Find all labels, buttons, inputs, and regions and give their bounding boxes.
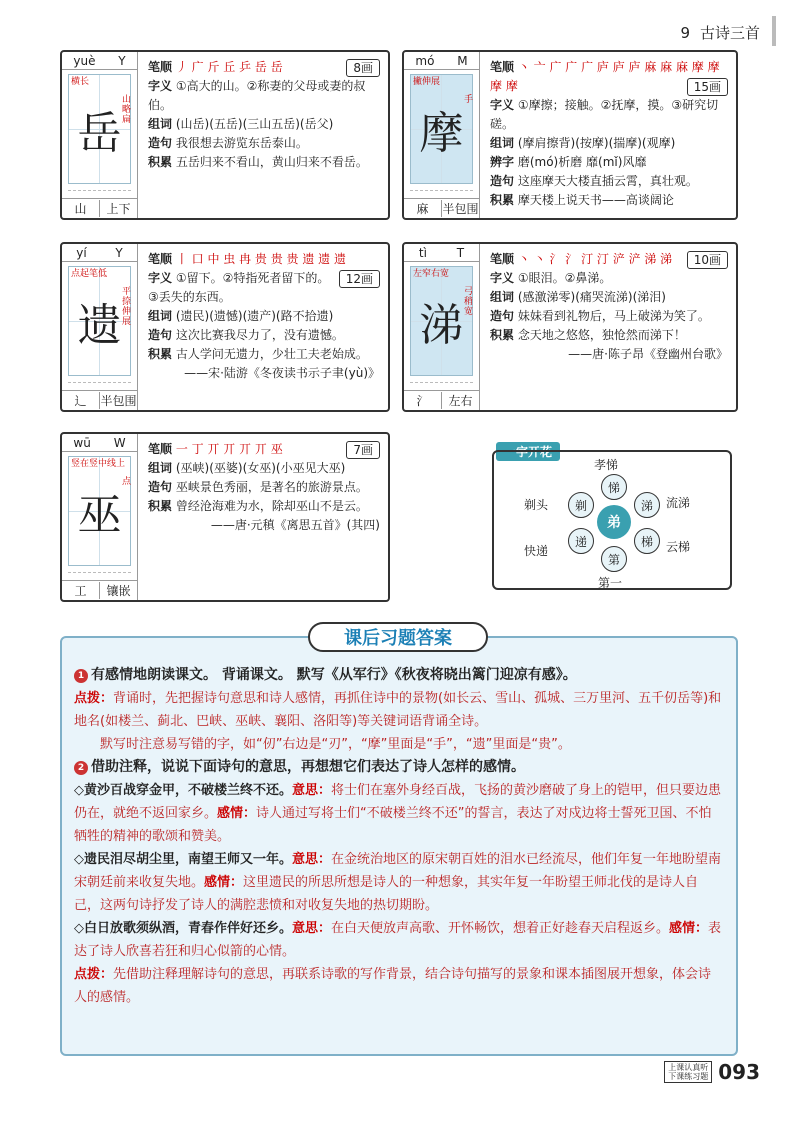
pinyin: yuè (73, 53, 96, 68)
card-row: 字义 ①留下。②特指死者留下的。③丢失的东西。 (148, 271, 330, 304)
structure: 镶嵌 (106, 584, 131, 598)
flower-word: 剃头 (524, 498, 549, 512)
initial: T (456, 245, 465, 260)
lesson-title: 古诗三首 (699, 24, 760, 42)
char-card-yi (60, 242, 390, 412)
big-char: 遗 (77, 300, 122, 351)
flower-word: 孝悌 (594, 458, 619, 472)
flower-petal: 剃 (568, 492, 594, 518)
stroke-order: 笔顺 丶 亠 广 广 广 庐 庐 庐 麻 麻 麻 摩 摩 摩 摩 15画 (490, 58, 728, 96)
radical: 工 (62, 582, 100, 599)
stroke-note: 弓稍宽 (464, 287, 474, 317)
card-row: 字义 ①眼泪。②鼻涕。 (490, 271, 612, 285)
lesson-number: 9 (680, 23, 690, 42)
word-flower (492, 450, 732, 590)
flower-word: 云梯 (666, 540, 691, 554)
page-footer (664, 1060, 760, 1084)
quote-source: ——唐·陈子昂《登幽州台歌》 (568, 347, 728, 361)
card-row: 组词 (遗民)(遗憾)(遗产)(路不拾遗) (148, 309, 334, 323)
stroke-count: 8画 (346, 59, 380, 77)
char-panel (404, 244, 480, 410)
stroke-note: 横长 (71, 77, 90, 87)
header-bar (772, 16, 776, 46)
initial: Y (118, 53, 126, 68)
answer-item: ◇白日放歌须纵酒，青春作伴好还乡。意思：在白天便放声高歌、开怀畅饮，想着正好趁春天启程返乡。感情：表达了诗人欣喜若狂和归心似箭的心情。 (74, 921, 722, 959)
stroke-note: 手 (464, 95, 474, 105)
stroke-order: 笔顺 丿 广 斤 丘 乒 岳 岳 8画 (148, 58, 380, 77)
card-row: 辨字 磨(mó)析磨 靡(mǐ)风靡 (490, 155, 647, 169)
stroke-order: 笔顺 丶 丶 氵 氵 汀 汀 浐 浐 涕 涕 10画 (490, 250, 728, 269)
stroke-count: 15画 (687, 78, 728, 96)
card-row: 造句 这座摩天大楼直插云霄，真壮观。 (490, 174, 698, 188)
pinyin: tì (418, 245, 427, 260)
answers-panel (60, 636, 738, 1056)
stroke-note: 山略扁 (122, 95, 132, 125)
stroke-note: 平捺伸展 (122, 287, 132, 327)
char-panel (62, 434, 138, 600)
radical: 麻 (404, 200, 442, 217)
structure: 半包围 (100, 394, 137, 408)
big-char: 摩 (419, 108, 464, 159)
initial: Y (115, 245, 123, 260)
card-row: 组词 (山岳)(五岳)(三山五岳)(岳父) (148, 117, 334, 131)
radical: 氵 (404, 392, 442, 409)
flower-petal: 递 (568, 528, 594, 554)
answers-title: 课后习题答案 (308, 622, 488, 652)
char-grid (68, 456, 131, 566)
char-card-mo (402, 50, 738, 220)
question-1: 1 有感情地朗读课文。 背诵课文。 默写《从军行》《秋夜将晓出篱门迎凉有感》。 (74, 664, 724, 687)
flower-petal: 梯 (634, 528, 660, 554)
stroke-note: 竖在竖中线上 (71, 459, 126, 469)
structure: 上下 (106, 202, 131, 216)
char-grid (68, 266, 131, 376)
pinyin: wū (73, 435, 91, 450)
question-number-icon: 2 (74, 761, 88, 775)
quote-source: ——宋·陆游《冬夜读书示子聿(yù)》 (184, 366, 380, 380)
card-row: 字义 ①高大的山。②称妻的父母或妻的叔伯。 (148, 79, 366, 112)
flower-petal: 第 (601, 546, 627, 572)
answer-1-b: 默写时注意易写错的字，如“仞”右边是“刃”，“摩”里面是“手”，“遗”里面是“贵”。 (100, 737, 571, 752)
flower-petal: 悌 (601, 474, 627, 500)
stroke-note: 点起笔低 (71, 269, 108, 279)
radical: 山 (62, 200, 100, 217)
stroke-count: 12画 (339, 270, 380, 288)
page-header (680, 22, 760, 43)
stroke-order: 笔顺 一 丁 丌 丌 丌 丌 巫 7画 (148, 440, 380, 459)
initial: W (113, 435, 126, 450)
flower-label: 一字开花 (496, 442, 560, 461)
char-grid (410, 266, 473, 376)
char-card-yue (60, 50, 390, 220)
stroke-count: 10画 (687, 251, 728, 269)
answer-tip: 点拨：先借助注释理解诗句的意思，再联系诗歌的写作背景，结合诗句描写的景象和课本插图展开想象，体会诗人的感情。 (74, 967, 712, 1005)
question-number-icon: 1 (74, 669, 88, 683)
card-row: 造句 妹妹看到礼物后，马上破涕为笑了。 (490, 309, 710, 323)
stroke-count: 7画 (346, 441, 380, 459)
card-row: 组词 (感激涕零)(痛哭流涕)(涕泪) (490, 290, 666, 304)
card-row: 造句 我很想去游览东岳泰山。 (148, 136, 308, 150)
answer-item: ◇遗民泪尽胡尘里，南望王师又一年。意思：在金统治地区的原宋朝百姓的泪水已经流尽，他们年复一年地盼望南宋朝廷前来收复失地。感情：这里遗民的所思所想是诗人的一种想象，其实年复一年盼望王师北伐的是诗人自己，这两句诗抒发了诗人的满腔悲愤和对收复失地的热切期盼。 (74, 852, 722, 913)
char-panel (62, 244, 138, 410)
question-2: 2 借助注释，说说下面诗句的意思，再想想它们表达了诗人怎样的感情。 (74, 756, 724, 779)
card-row: 积累 摩天楼上说天书——高谈阔论 (490, 193, 674, 207)
stroke-note: 撇伸展 (413, 77, 441, 87)
char-card-ti (402, 242, 738, 412)
card-row: 字义 ①摩擦；接触。②抚摩，摸。③研究切磋。 (490, 98, 719, 131)
pinyin: mó (415, 53, 435, 68)
pinyin: yí (76, 245, 87, 260)
char-panel (62, 52, 138, 218)
char-grid (68, 74, 131, 184)
char-panel (404, 52, 480, 218)
card-row: 积累 五岳归来不看山，黄山归来不看岳。 (148, 155, 368, 169)
flower-word: 快递 (524, 544, 549, 558)
flower-petal: 涕 (634, 492, 660, 518)
flower-word: 流涕 (666, 496, 691, 510)
card-row: 积累 念天地之悠悠，独怆然而涕下！ (490, 328, 686, 342)
big-char: 巫 (77, 490, 122, 541)
quote-source: ——唐·元稹《离思五首》(其四) (210, 518, 380, 532)
structure: 半包围 (442, 202, 479, 216)
card-row: 组词 (巫峡)(巫婆)(女巫)(小巫见大巫) (148, 461, 346, 475)
flower-word: 第一 (598, 576, 623, 590)
card-row: 积累 古人学问无遗力，少壮工夫老始成。 (148, 347, 368, 361)
stroke-note: 点 (122, 477, 132, 487)
stroke-order: 笔顺 丨 口 中 虫 冉 贵 贵 贵 遗 遗 遗 12画 (148, 250, 380, 269)
flower-center: 弟 (597, 505, 631, 539)
card-row: 造句 巫峡景色秀丽，是著名的旅游景点。 (148, 480, 368, 494)
big-char: 涕 (419, 300, 464, 351)
card-row: 造句 这次比赛我尽力了，没有遗憾。 (148, 328, 344, 342)
stroke-note: 左窄右宽 (413, 269, 450, 279)
radical: 辶 (62, 392, 100, 409)
footer-slogan: 上课认真听 下课练习题 (664, 1061, 712, 1083)
structure: 左右 (448, 394, 473, 408)
big-char: 岳 (77, 108, 122, 159)
char-card-wu (60, 432, 390, 602)
answer-item: ◇黄沙百战穿金甲，不破楼兰终不还。意思：将士们在塞外身经百战，飞扬的黄沙磨破了身上的铠甲，但只要边患仍在，就绝不返回家乡。感情：诗人通过写将士们“不破楼兰终不还”的誓言，表达了对戍边将士誓死卫国、不怕牺牲的精神的歌颂和赞美。 (74, 783, 722, 844)
card-row: 积累 曾经沧海难为水，除却巫山不是云。 (148, 499, 368, 513)
answer-1-a: 点拨：背诵时，先把握诗句意思和诗人感情，再抓住诗中的景物(如长云、雪山、孤城、三万里河、五千仞岳等)和地名(如楼兰、蓟北、巴峡、巫峡、襄阳、洛阳等)等关键词语背诵全诗。 (74, 691, 722, 729)
card-row: 组词 (摩肩擦背)(按摩)(揣摩)(观摩) (490, 136, 676, 150)
initial: M (457, 53, 468, 68)
char-grid (410, 74, 473, 184)
page-number: 093 (718, 1060, 760, 1084)
